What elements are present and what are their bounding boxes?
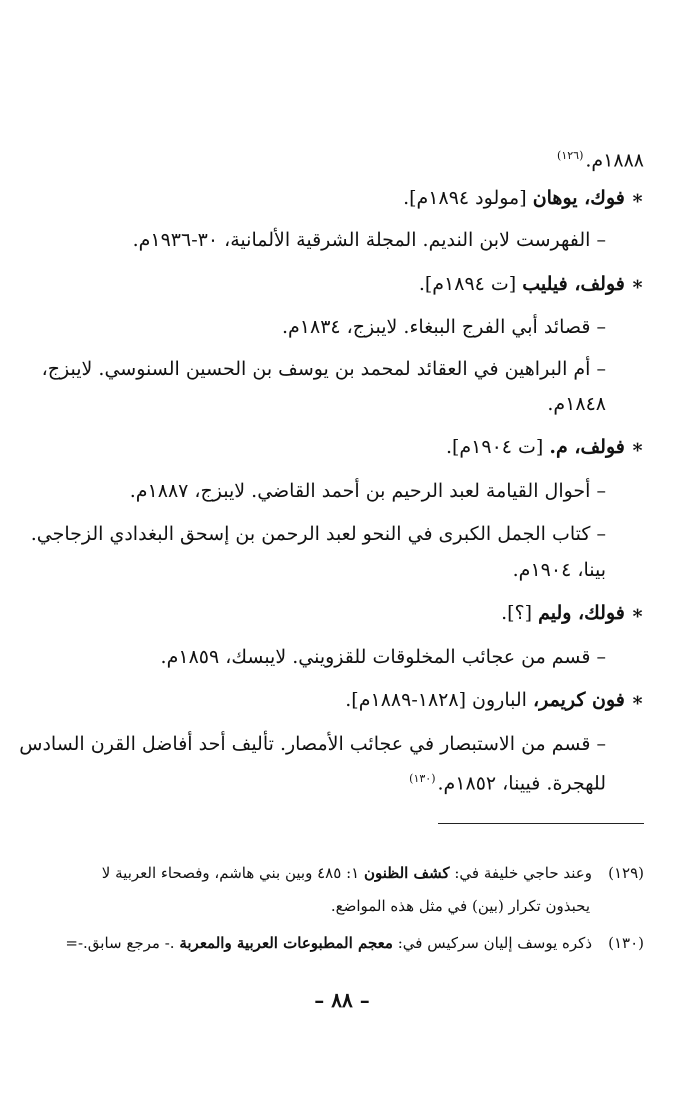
footnote: (١٢٩)وعند حاجي خليفة في: كشف الظنون ١: ٤٨٥ وبين بني هاشم، وفصحاء العربية لا [38, 861, 644, 885]
entry-item: – كتاب الجمل الكبرى في النحو لعبد الرحمن بن إسحق البغدادي الزجاجي. [30, 523, 606, 545]
entry-name: فولف، فيليب [522, 273, 625, 295]
star-bullet: ∗ [630, 436, 644, 458]
entry-heading [40, 184, 644, 212]
entry-item: – قسم من عجائب المخلوقات للقزويني. لايبسك، ١٨٥٩م. [160, 646, 606, 668]
footnote-title: كشف الظنون [363, 864, 450, 882]
entry-heading [40, 433, 644, 461]
entry-item: – الفهرست لابن النديم. المجلة الشرقية الألمانية، ٣٠-١٩٣٦م. [132, 229, 606, 251]
footnote-continuation: يحبذون تكرار (بين) في مثل هذه المواضع. [330, 897, 590, 915]
entry-item: – قصائد أبي الفرج الببغاء. لايبزج، ١٨٣٤م. [281, 316, 606, 338]
star-bullet: ∗ [630, 273, 644, 295]
entry-item-continuation: ١٨٤٨م. [547, 393, 606, 415]
footnote-title: معجم المطبوعات العربية والمعربة [179, 934, 393, 952]
entry-heading [40, 270, 644, 298]
entry-detail: البارون [١٨٢٨-١٨٨٩م]. [345, 689, 527, 711]
entry-item-continuation: للهجرة. فيينا، ١٨٥٢م.$^{(١٣٠)}$ [409, 772, 606, 795]
footnote-number: (١٣٠) [608, 934, 644, 952]
footnote-number: (١٢٩) [608, 864, 644, 882]
star-bullet: ∗ [630, 602, 644, 624]
entry-item-continuation: بينا، ١٩٠٤م. [512, 559, 606, 581]
entry-detail: [مولود ١٨٩٤م]. [403, 187, 527, 209]
entry-heading [40, 686, 644, 714]
entry-name: فوك، يوهان [532, 187, 625, 209]
star-bullet: ∗ [630, 187, 644, 209]
entry-name: فون كريمر، [532, 689, 625, 711]
footnote: (١٣٠)ذكره يوسف إليان سركيس في: معجم المطبوعات العربية والمعربة .- مرجع سابق.-= [38, 931, 644, 955]
footnote-ref: (١٣٠) [409, 772, 436, 785]
footnote-separator [438, 823, 644, 824]
entry-heading [40, 599, 644, 627]
entry-name: فولف، م. [549, 436, 625, 458]
footnote-ref: (١٢٦) [557, 149, 584, 162]
entry-item: – قسم من الاستبصار في عجائب الأمصار. تأليف أحد أفاضل القرن السادس [19, 733, 606, 755]
entry-detail: [؟]. [501, 602, 533, 624]
entry-detail: [ت ١٨٩٤م]. [418, 273, 517, 295]
page-number: – ٨٨ – [314, 988, 370, 1012]
entry-item: – أم البراهين في العقائد لمحمد بن يوسف بن الحسين السنوسي. لايبزج، [41, 358, 606, 380]
entry-item: – أحوال القيامة لعبد الرحيم بن أحمد القاضي. لايبزج، ١٨٨٧م. [129, 480, 606, 502]
entry-name: فولك، وليم [538, 602, 625, 624]
star-bullet: ∗ [630, 689, 644, 711]
continuation-line: ١٨٨٨م.$^{(١٢٦)}$ [557, 149, 644, 172]
entry-detail: [ت ١٩٠٤م]. [445, 436, 544, 458]
